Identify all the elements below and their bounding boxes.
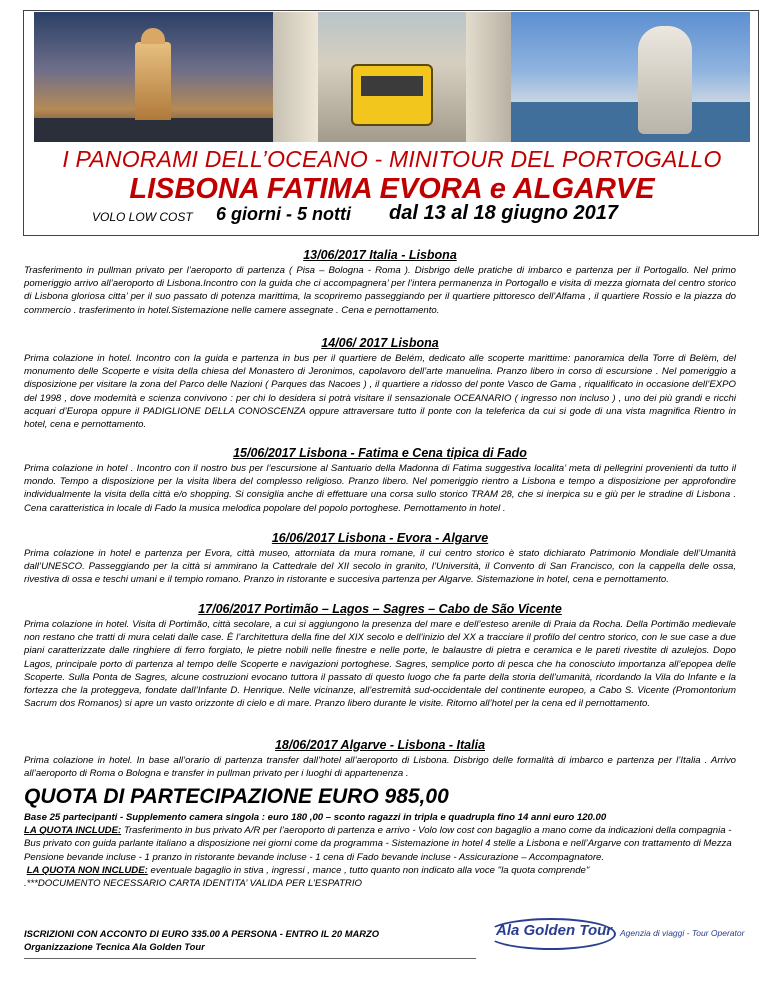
day-text: Trasferimento in pullman privato per l’aeroporto di partenza ( Pisa – Bologna - Roma ). Disbrigo delle pratiche di imbarco e partenza per il Portogallo. Nel primo pomeriggio arrivo all’aeroporto di Lisbona.Incontro con la guida che ci accompagnera’ per l’intera permanenza in Portogallo e visita di mezza giornata del centro storico di Lisbona gloriosa citta’ per il suo passato di potenza marittima, la scopriremo passeggiando per il quartiere pittoresco dell’Alfama , il quartiere Rossio e la piazza do commercio . trasferimento in hotel.Sistemazione nelle camere assegnate . Cena e pernottamento. <box>24 265 736 316</box>
quota-title: QUOTA DI PARTECIPAZIONE EURO 985,00 <box>24 785 449 808</box>
title-line-1: I PANORAMI DELL’OCEANO - MINITOUR DEL PORTOGALLO <box>62 146 722 172</box>
quota-base: Base 25 partecipanti - Supplemento camera singola : euro 180 ,00 – sconto ragazzi in tripla e quadrupla fino 14 anni euro 120.00 <box>24 812 607 823</box>
day-text: Prima colazione in hotel. Incontro con la guida e partenza in bus per il quartiere de Belém, dedicato alle scoperte marittime: panoramica della Torre di Belèm, del monumento delle Scoperte e visita della chiesa del Monastero di Jeronimos, capolavoro dell’arte manuelina. Pranzo libero in corso di escursione . Nel pomeriggio a disposizione per visitare la zona del Parco delle Nazioni ( Parques das Nacoes ) , il quartiere a ridosso del ponte Vasco de Gama , riqualificato in occasione dell’EXPO del 1998 , dove modernità e scienza convivono : per chi lo desidera si potrà visitare il sensazionale OCEANARIO ( ingresso non incluso ) , uno dei più grandi e ricchi acquari d’Europa oppure il PADIGLIONE DELLA CONOSCENZA oppure attraversare tutto il ponte con la teleferica da cui si gode di una vista magnifica Rientro in hotel, cena e pernottamento. <box>24 353 736 431</box>
day-4 <box>24 531 736 587</box>
tower-shape <box>135 42 171 120</box>
header-photos <box>34 12 750 142</box>
photo-belem-tower <box>34 12 273 142</box>
day-3 <box>24 446 736 515</box>
logo-subtitle: Agenzia di viaggi - Tour Operator <box>620 928 745 938</box>
photo-lisbon-tram <box>273 12 512 142</box>
title-line-2: LISBONA FATIMA EVORA e ALGARVE <box>129 173 655 205</box>
day-1 <box>24 248 736 317</box>
organizzazione-text: Organizzazione Tecnica Ala Golden Tour <box>24 941 205 952</box>
day-text: Prima colazione in hotel . Incontro con il nostro bus per l’escursione al Santuario della Madonna di Fatima suggestiva localita’ meta di pellegrini provenienti da tutto il mondo. Tempo a disposizione per la visita libera del complesso religioso. Pranzo libero. Nel pomeriggio rientro a Lisbona e tempo a disposizione per approfondire individualmente la visita della città e/o shopping. Si consiglia anche di effettuare una corsa sullo storico TRAM 28, che si inerpica su e giù per le stradine di Lisbona . Cena caratteristica in locale di Fado la musica melodica popolare del popolo portoghese. Pernottamento in hotel . <box>24 463 736 514</box>
day-text: Prima colazione in hotel. Visita di Portimão, città secolare, a cui si aggiungono la presenza del mare e dell’esteso arenile di Praia da Rocha. Della Portimão medievale non restano che tratti di mura celati dalle case. È l’architettura della fine del XIX secolo e dell’inizio del XX a tracciare il profilo del centro storico, con le sue case a due piani caratterizzate dalle ringhiere di ferro forgiato, le pietre nobili nelle finestre e nelle porte, le balaustre di pietra e ceramica e le pareti rivestite di azulejos. Dopo Lagos, principale porto di partenza al tempo delle Scoperte e navigazioni portoghese. Sagres, semplice porto di pesca che ha conosciuto importanza all’epopea delle Scoperte. Sulla Ponta de Sagres, alcune costruzioni evocano tuttora il passato di questo luogo che fa parte della storia dell’umanità, ricordando la Vila do Infante e la fortezza che la proteggeva, fondate dall’Infante D. Henrique. Nelle vicinanze, all’estremità sud-occidentale del continente europeo, a Cabo S. Vicente (Promontorium Sacrum dos Romanos) si apre un vasto orizzonte di cielo e di mare. Pranzo libero durante le visite. Ritorno all’hotel per la cena ed il pernottamento. <box>24 619 736 710</box>
day-text: Prima colazione in hotel. In base all’orario di partenza transfer dall’hotel all’aeroporto di Lisbona. Disbrigo delle formalità di imbarco e partenza per l’Italia . Arrivo all’aeroporto di Roma o Bologna e transfer in pullman privato per i luoghi di appartenenza . <box>24 755 736 780</box>
trip-duration: 6 giorni - 5 notti <box>216 204 351 224</box>
day-6 <box>24 738 736 780</box>
iscrizioni-text: ISCRIZIONI CON ACCONTO DI EURO 335.00 A PERSONA - ENTRO IL 20 MARZO <box>24 928 380 939</box>
footer-info <box>24 927 379 953</box>
volo-low-cost: VOLO LOW COST <box>92 210 193 224</box>
day-heading: 14/06/ 2017 Lisbona <box>321 336 439 350</box>
building-left <box>273 12 318 142</box>
quota-non-include <box>24 864 736 877</box>
day-heading: 15/06/2017 Lisbona - Fatima e Cena tipica di Fado <box>233 446 527 460</box>
quota-details <box>24 811 736 890</box>
trip-dates: dal 13 al 18 giugno 2017 <box>389 202 618 224</box>
building-right <box>466 12 511 142</box>
river-shape <box>34 118 273 142</box>
day-5 <box>24 602 736 710</box>
statue-shape <box>638 26 692 134</box>
day-heading: 16/06/2017 Lisbona - Evora - Algarve <box>271 531 489 545</box>
agency-logo <box>486 916 748 952</box>
day-2 <box>24 336 736 431</box>
day-heading: 13/06/2017 Italia - Lisbona <box>303 248 457 262</box>
day-text: Prima colazione in hotel e partenza per Evora, città museo, attorniata da mura romane, il cui centro storico è stato dichiarato Patrimonio Mondiale dell’Umanità dall’UNESCO. Passeggiando per la città si ammirano la Cattedrale del XII secolo in granito, l’Università, il Convento di San Francisco, con la cappella delle ossa, rivestiva di ossa e teschi umani e il tempio romano. Pranzo in ristorante e succesiva partenza per Algarve. Sistemazione in hotel, cena e pernottamento. <box>24 548 736 586</box>
day-heading: 17/06/2017 Portimão – Lagos – Sagres – Cabo de São Vicente <box>198 602 562 616</box>
sea-shape <box>511 102 750 142</box>
non-include-text: eventuale bagaglio in stiva , ingressi , mance , tutto quanto non indicato alla voce "la quota comprende" <box>147 864 590 876</box>
photo-statue-coast <box>511 12 750 142</box>
non-include-label: LA QUOTA NON INCLUDE: <box>26 864 148 876</box>
footer-divider <box>24 958 476 959</box>
tram-shape <box>351 64 433 126</box>
include-text: Trasferimento in bus privato A/R per l’aeroporto di partenza e arrivo - Volo low cost con bagaglio a mano come da indicazioni della compagnia - Bus privato con guida parlante italiano a disposizione nei giorni come da programma - Sistemazione in hotel 4 stelle a Lisbona e nell’Argarve con trattamento di Mezza Pensione bevande incluse - 1 pranzo in ristorante bevande incluse - 1 cena di Fado bevande incluse - Assicurazione – Accompagnatore. <box>24 825 732 863</box>
include-label: LA QUOTA INCLUDE: <box>24 825 122 837</box>
day-heading: 18/06/2017 Algarve - Lisbona - Italia <box>274 738 486 752</box>
quota-include <box>24 824 736 864</box>
logo-text: Ala Golden Tour <box>496 922 613 939</box>
documento-note: .***DOCUMENTO NECESSARIO CARTA IDENTITA’ VALIDA PER L’ESPATRIO <box>24 878 362 890</box>
